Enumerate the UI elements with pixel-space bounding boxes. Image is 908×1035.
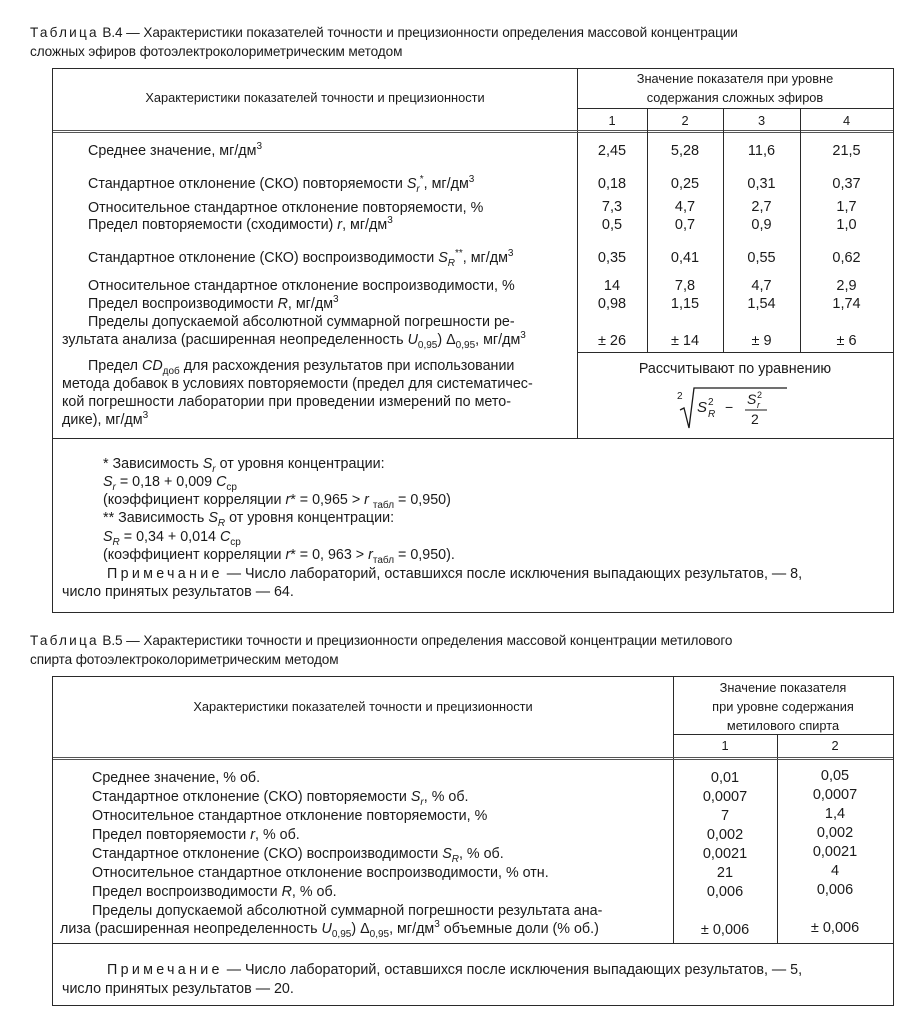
row-label-repeatability-limit: Предел повторяемости (сходимости) r, $мг/дм^3$ <box>88 215 393 233</box>
divider <box>53 943 893 944</box>
row-label-sko-reproducibility: Стандартное отклонение (СКО) воспроизводимости $S_R$, % об. <box>92 846 504 865</box>
footnote-1-eq: $S_r = 0,18 + 0,009$ $C_{ср}$ <box>103 474 237 493</box>
cell: 0,31 <box>747 176 776 192</box>
cell: ± 0,006 <box>700 922 750 938</box>
cell: 4,7 <box>674 199 696 215</box>
table-b4-caption <box>30 23 738 61</box>
divider <box>53 438 893 439</box>
cell: 21 <box>716 865 734 881</box>
cell: 0,002 <box>706 827 744 843</box>
svg-text:S: S <box>747 391 757 407</box>
header-characteristics: Характеристики показателей точности и прецизионности <box>145 90 485 105</box>
footnote-1-corr: (коэффициент корреляции r* = 0,965 > r $_{табл}$ = 0,950) <box>103 492 451 511</box>
cell: 14 <box>603 278 621 294</box>
header-values: Значение показателя при уровне содержания сложных эфиров <box>636 71 834 105</box>
row-label-cd-limit-4: дике), $мг/дм^3$ <box>62 410 149 428</box>
cell: 11,6 <box>747 143 776 159</box>
cell: 7,3 <box>601 199 623 215</box>
footnote-2-eq: $S_R = 0,34 + 0,014$ $C_{ср}$ <box>103 529 241 548</box>
cell: 21,5 <box>832 143 861 159</box>
row-label-mean: Среднее значение, % об. <box>92 770 261 786</box>
svg-text:S: S <box>697 399 708 416</box>
divider <box>577 108 893 109</box>
row-label-error-limits-2: зультата анализа (расширенная неопределенность $U_{0,95}$) $\Delta_{0,95}$, $мг/дм^3$ <box>62 330 526 351</box>
row-label-error-limits: Пределы допускаемой абсолютной суммарной погрешности ре- <box>88 314 515 330</box>
cell: 0,62 <box>832 250 861 266</box>
row-label-rel-repeatability: Относительное стандартное отклонение повторяемости, % <box>88 200 484 216</box>
row-label-mean: Среднее значение, $мг/дм^3$ <box>88 141 263 159</box>
caption-text-2: сложных эфиров фотоэлектроколориметрическим методом <box>30 44 403 59</box>
header-double-rule <box>53 757 893 760</box>
caption-text-2: спирта фотоэлектроколориметрическим методом <box>30 652 339 667</box>
cell: ± 26 <box>597 333 627 349</box>
note-b4: Примечание — Число лабораторий, оставшихся после исключения выпадающих результатов, — 8, <box>107 566 803 582</box>
cell: 0,37 <box>832 176 861 192</box>
cd-value-text: Рассчитывают по уравнению <box>638 361 832 377</box>
cell: 0,002 <box>816 825 854 841</box>
level-col-3: 3 <box>757 113 766 128</box>
row-label-cd-limit-2: метода добавок в условиях повторяемости (предел для систематичес- <box>62 376 533 392</box>
cell: ± 0,006 <box>810 920 860 936</box>
table-b5-caption <box>30 631 732 669</box>
cell: 1,74 <box>832 296 861 312</box>
cell: 0,7 <box>674 217 696 233</box>
cell: ± 6 <box>836 333 857 349</box>
row-label-cd-limit-3: кой погрешности лаборатории при проведении измерений по мето- <box>62 394 511 410</box>
row-label-sko-repeatability: Стандартное отклонение (СКО) повторяемости $S_r^*$, $мг/дм^3$ <box>88 174 475 195</box>
cell: 4,7 <box>751 278 772 294</box>
cell: ± 14 <box>670 333 700 349</box>
cell: 0,01 <box>710 770 740 786</box>
cell: 0,98 <box>597 296 627 312</box>
header-double-rule <box>53 130 893 133</box>
note-b5: Примечание — Число лабораторий, оставшихся после исключения выпадающих результатов, — 5, <box>107 962 803 978</box>
row-label-sko-reproducibility: Стандартное отклонение (СКО) воспроизводимости $S_R^{**}$, $мг/дм^3$ <box>88 248 514 269</box>
footnote-1: * Зависимость $S_r$ от уровня концентрации: <box>103 456 385 475</box>
cell: 0,0021 <box>812 844 858 860</box>
svg-text:2: 2 <box>677 391 683 402</box>
svg-text:−: − <box>725 399 734 415</box>
row-label-error-limits-2: лиза (расширенная неопределенность $U_{0,95}$) $\Delta_{0,95}$, $мг/дм^3$ объемные доли (% об.) <box>60 919 599 940</box>
header-values: Значение показателя при уровне содержания метилового спирта <box>712 680 854 733</box>
caption-label: Таблица <box>30 25 99 40</box>
row-label-reproducibility-limit: Предел воспроизводимости R, % об. <box>92 884 337 900</box>
cell: 2,45 <box>597 143 627 159</box>
level-col-1: 1 <box>608 113 616 128</box>
cd-formula <box>675 382 795 432</box>
cell: 0,25 <box>670 176 700 192</box>
svg-text:R: R <box>708 409 716 420</box>
row-label-rel-reproducibility: Относительное стандартное отклонение воспроизводимости, % отн. <box>92 865 549 881</box>
svg-text:2: 2 <box>708 397 714 408</box>
cell: 1,54 <box>747 296 776 312</box>
row-label-rel-reproducibility: Относительное стандартное отклонение воспроизводимости, % <box>88 278 515 294</box>
level-col-2: 2 <box>681 113 689 128</box>
caption-text: — Характеристики показателей точности и прецизионности определения массовой концентрации <box>122 25 738 40</box>
cell: 1,0 <box>836 217 857 233</box>
cell: 0,05 <box>820 768 850 784</box>
row-label-repeatability-limit: Предел повторяемости r, % об. <box>92 827 300 843</box>
cell: 0,55 <box>747 250 776 266</box>
cell: 0,0021 <box>702 846 748 862</box>
caption-text: — Характеристики точности и прецизионности определения массовой концентрации метилового <box>122 633 733 648</box>
cell: 1,7 <box>836 199 857 215</box>
cell: 1,4 <box>824 806 846 822</box>
cell: 0,35 <box>597 250 627 266</box>
header-characteristics: Характеристики показателей точности и прецизионности <box>193 699 533 714</box>
note-b4-2: число принятых результатов — 64. <box>62 584 294 600</box>
square-root-icon <box>675 382 795 432</box>
cell: 4 <box>830 863 840 879</box>
footnote-2: ** Зависимость $S_R$ от уровня концентрации: <box>103 510 395 529</box>
cell: 0,41 <box>670 250 700 266</box>
cell: 7 <box>720 808 730 824</box>
row-label-rel-repeatability: Относительное стандартное отклонение повторяемости, % <box>92 808 488 824</box>
cell: 2,9 <box>836 278 857 294</box>
level-col-1: 1 <box>721 738 729 753</box>
note-b5-2: число принятых результатов — 20. <box>62 981 294 997</box>
cell: 2,7 <box>751 199 772 215</box>
cell: 5,28 <box>670 143 700 159</box>
divider <box>577 352 893 353</box>
cell: 0,0007 <box>702 789 748 805</box>
level-col-2: 2 <box>831 738 839 753</box>
row-label-reproducibility-limit: Предел воспроизводимости R, $мг/дм^3$ <box>88 294 339 312</box>
cell: ± 9 <box>751 333 772 349</box>
caption-number: В.4 <box>102 25 123 40</box>
cell: 1,15 <box>670 296 700 312</box>
caption-number: В.5 <box>102 633 123 648</box>
row-label-sko-repeatability: Стандартное отклонение (СКО) повторяемости $S_r$, % об. <box>92 789 469 808</box>
level-col-4: 4 <box>842 113 851 128</box>
cell: 0,9 <box>751 217 772 233</box>
svg-text:2: 2 <box>757 390 763 400</box>
cell: 0,0007 <box>812 787 858 803</box>
cell: 0,18 <box>597 176 627 192</box>
cell: 0,006 <box>706 884 744 900</box>
row-label-error-limits: Пределы допускаемой абсолютной суммарной погрешности результата ана- <box>92 903 603 919</box>
caption-label: Таблица <box>30 633 99 648</box>
cell: 0,006 <box>816 882 854 898</box>
footnote-2-corr: (коэффициент корреляции r* = 0, $963 > r_{табл} = 0,950$). <box>103 547 455 566</box>
row-label-cd-limit: Предел $CD_{доб}$ для расхождения результатов при использовании <box>88 358 515 377</box>
svg-text:2: 2 <box>751 411 759 427</box>
svg-text:r: r <box>757 400 760 410</box>
cell: 7,8 <box>674 278 696 294</box>
cell: 0,5 <box>601 217 623 233</box>
